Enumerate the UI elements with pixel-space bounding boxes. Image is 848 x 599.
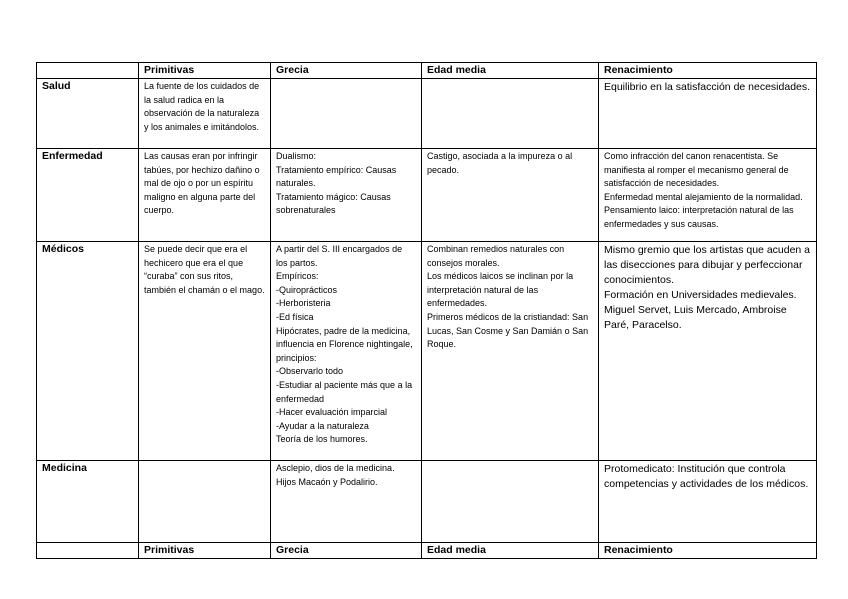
cell-text-line: Asclepio, dios de la medicina. Hijos Macaón y Podalirio. bbox=[276, 463, 398, 487]
cell-text-line: Primeros médicos de la cristiandad: San Lucas, San Cosme y San Damián o San Roque. bbox=[427, 311, 591, 350]
salud-edad-media-cell bbox=[422, 79, 599, 149]
cell-text-line: Tratamiento mágico: Causas sobrenaturales bbox=[276, 191, 394, 216]
cell-text-line: Teoría de los humores. bbox=[276, 434, 368, 445]
cell-text-line: Como infracción del canon renacentista. Se manifiesta al romper el mecanismo general de satisfacción de necesidades. bbox=[604, 151, 792, 189]
enfermedad-grecia-cell bbox=[271, 149, 422, 242]
cell-text-line: A partir del S. III encargados de los partos. bbox=[276, 244, 405, 268]
cell-text-line: -Herboristeria bbox=[276, 298, 331, 309]
cell-text-line: Miguel Servet, Luis Mercado, Ambroise Paré, Paracelso. bbox=[604, 304, 790, 331]
footer-grecia: Grecia bbox=[271, 543, 422, 559]
cell-text-line: Dualismo: bbox=[276, 151, 317, 161]
medicos-edad-media-cell bbox=[422, 242, 599, 461]
row-label-salud: Salud bbox=[37, 79, 139, 149]
medicina-grecia-cell bbox=[271, 461, 422, 543]
row-label-medicina: Medicina bbox=[37, 461, 139, 543]
cell-text-line: -Ed física bbox=[276, 311, 314, 322]
footer-renacimiento: Renacimiento bbox=[599, 543, 817, 559]
row-label-enfermedad: Enfermedad bbox=[37, 149, 139, 242]
footer-row bbox=[37, 543, 817, 559]
cell-text-line: Equilibrio en la satisfacción de necesidades. bbox=[604, 81, 811, 93]
cell-text-line: Castigo, asociada a la impureza o al pecado. bbox=[427, 151, 575, 175]
row-medicina bbox=[37, 461, 817, 543]
cell-text-line: Tratamiento empírico: Causas naturales. bbox=[276, 164, 399, 189]
salud-primitivas-cell bbox=[139, 79, 271, 149]
medicina-renacimiento-cell bbox=[599, 461, 817, 543]
header-empty-cell bbox=[37, 63, 139, 79]
salud-grecia-cell bbox=[271, 79, 422, 149]
cell-text-line: Protomedicato: Institución que controla competencias y actividades de los médicos. bbox=[604, 463, 809, 490]
cell-text-line: Las causas eran por infringir tabúes, por hechizo dañino o mal de ojo o por un espíritu maligno en alguna parte del cuerpo. bbox=[144, 151, 263, 216]
cell-text-line: -Hacer evaluación imparcial bbox=[276, 407, 388, 418]
cell-text-line: La fuente de los cuidados de la salud radica en la observación de la naturaleza y los animales e imitándolos. bbox=[144, 81, 262, 132]
medicina-primitivas-cell bbox=[139, 461, 271, 543]
cell-text-line: -Observarlo todo bbox=[276, 366, 344, 377]
cell-text-line: Combinan remedios naturales con consejos morales. bbox=[427, 244, 567, 268]
cell-text-line: Mismo gremio que los artistas que acuden a las disecciones para dibujar y perfeccionar conocimientos. bbox=[604, 244, 813, 286]
medicos-renacimiento-cell bbox=[599, 242, 817, 461]
footer-empty-cell bbox=[37, 543, 139, 559]
cell-text-line: -Ayudar a la naturaleza bbox=[276, 420, 369, 431]
enfermedad-edad-media-cell bbox=[422, 149, 599, 242]
history-table bbox=[36, 62, 817, 559]
medicos-primitivas-cell bbox=[139, 242, 271, 461]
cell-text-line: Se puede decir que era el hechicero que era el que “curaba” con sus ritos, también el chamán o el mago. bbox=[144, 244, 265, 295]
enfermedad-renacimiento-cell bbox=[599, 149, 817, 242]
medicina-edad-media-cell bbox=[422, 461, 599, 543]
header-primitivas: Primitivas bbox=[139, 63, 271, 79]
header-renacimiento: Renacimiento bbox=[599, 63, 817, 79]
header-edad-media: Edad media bbox=[422, 63, 599, 79]
header-row bbox=[37, 63, 817, 79]
cell-text-line: Los médicos laicos se inclinan por la interpretación natural de las enfermedades. bbox=[427, 271, 576, 309]
header-grecia: Grecia bbox=[271, 63, 422, 79]
row-medicos bbox=[37, 242, 817, 461]
cell-text-line: Formación en Universidades medievales. bbox=[604, 289, 797, 301]
row-salud bbox=[37, 79, 817, 149]
cell-text-line: Enfermedad mental alejamiento de la normalidad. bbox=[604, 191, 803, 202]
cell-text-line: -Quiroprácticos bbox=[276, 284, 338, 295]
row-enfermedad bbox=[37, 149, 817, 242]
footer-edad-media: Edad media bbox=[422, 543, 599, 559]
cell-text-line: Hipócrates, padre de la medicina, influencia en Florence nightingale, principios: bbox=[276, 325, 416, 363]
row-label-medicos: Médicos bbox=[37, 242, 139, 461]
enfermedad-primitivas-cell bbox=[139, 149, 271, 242]
medicos-grecia-cell bbox=[271, 242, 422, 461]
footer-primitivas: Primitivas bbox=[139, 543, 271, 559]
cell-text-line: -Estudiar al paciente más que a la enfermedad bbox=[276, 379, 415, 404]
cell-text-line: Empíricos: bbox=[276, 271, 319, 282]
cell-text-line: Pensamiento laico: interpretación natural de las enfermedades y sus causas. bbox=[604, 205, 797, 229]
salud-renacimiento-cell bbox=[599, 79, 817, 149]
